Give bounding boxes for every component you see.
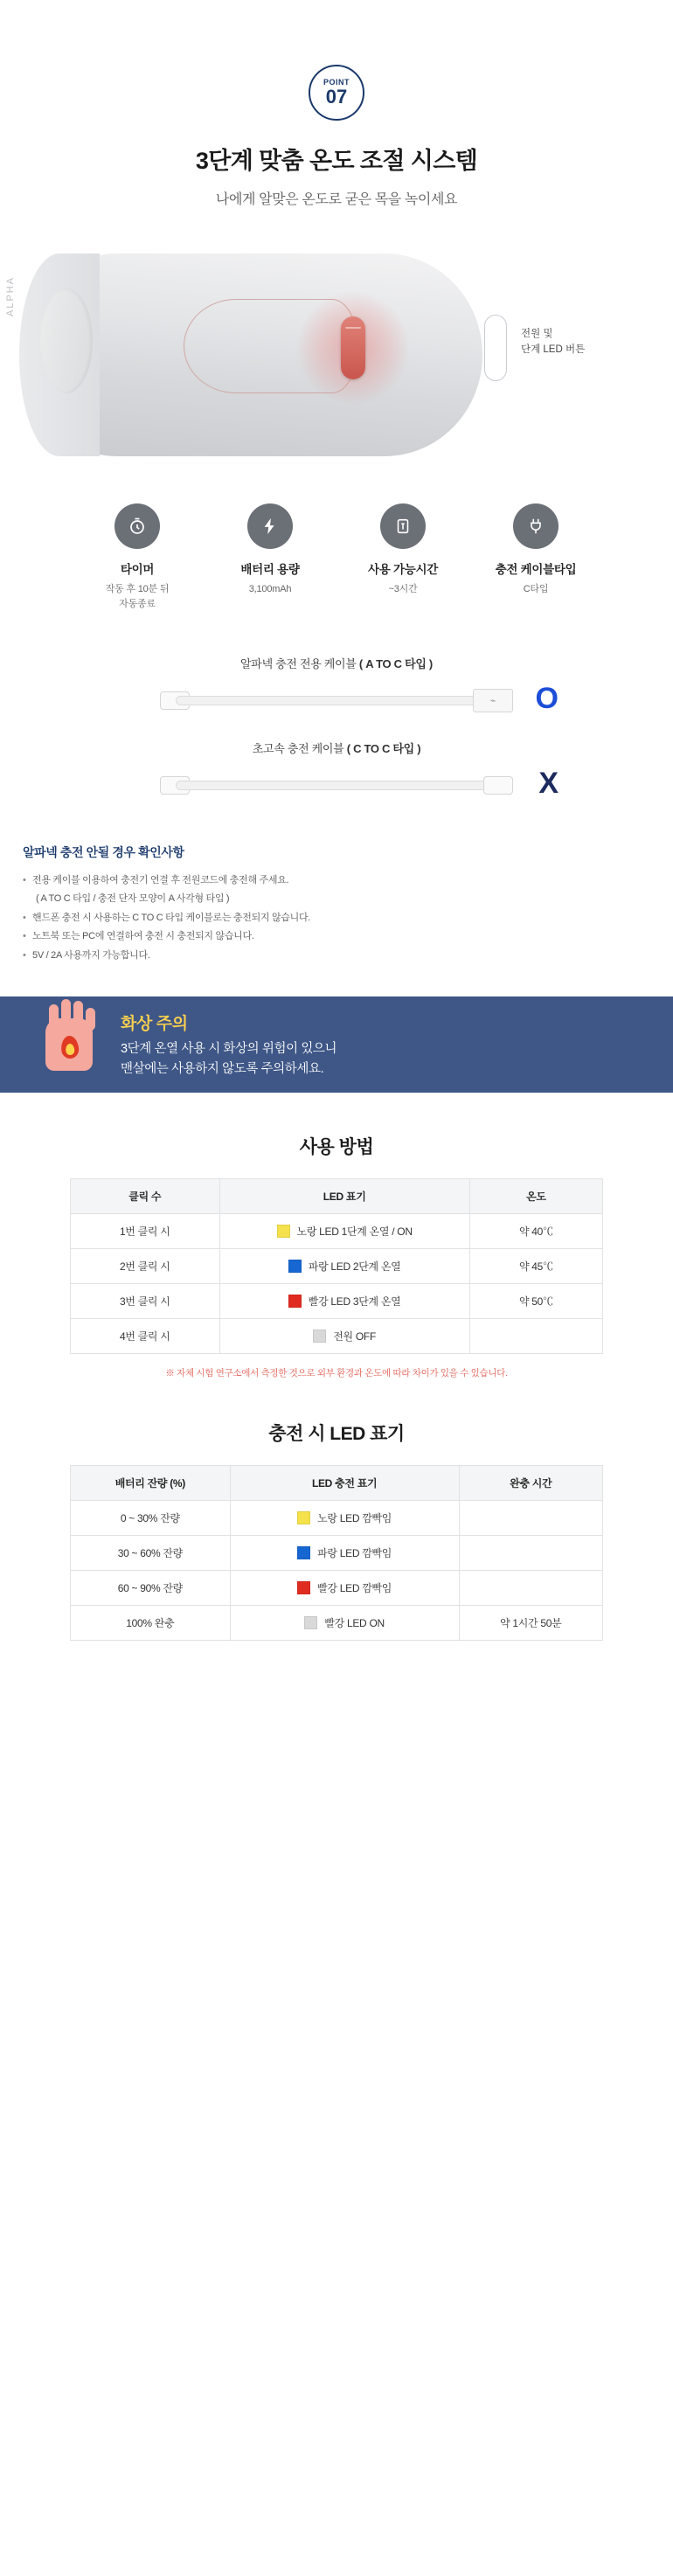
led-color-chip bbox=[288, 1260, 302, 1273]
spec-item-battery bbox=[222, 503, 318, 611]
table-row bbox=[71, 1606, 603, 1641]
usage-led bbox=[219, 1284, 469, 1319]
usage-footnote: ※ 자체 시험 연구소에서 측정한 것으로 외부 환경과 온도에 따라 차이가 있을 수 있습니다. bbox=[165, 1368, 508, 1379]
cable-name: 초고속 충전 케이블 bbox=[252, 742, 344, 755]
charging-col-time: 완충 시간 bbox=[459, 1466, 602, 1501]
spec-title: 타이머 bbox=[120, 563, 155, 576]
point-number: 07 bbox=[325, 86, 348, 108]
warning-line-1: 3단계 온열 사용 시 화상의 위험이 있으니 bbox=[121, 1041, 337, 1056]
page-title: 3단계 맞춤 온도 조절 시스템 bbox=[195, 148, 478, 174]
notice-title: 알파넥 충전 안될 경우 확인사항 bbox=[23, 845, 184, 859]
charging-col-level: 배터리 잔량 (%) bbox=[71, 1466, 231, 1501]
notice-item bbox=[23, 871, 650, 909]
table-row bbox=[71, 1249, 603, 1284]
cable-label bbox=[0, 739, 673, 756]
charging-section-title: 충전 시 LED 표기 bbox=[268, 1424, 405, 1445]
charging-level: 100% 완충 bbox=[71, 1606, 231, 1641]
callout-text bbox=[521, 327, 585, 358]
charging-led bbox=[230, 1606, 459, 1641]
usage-click: 2번 클릭 시 bbox=[71, 1249, 220, 1284]
cable-connector-usb-a: ⌁ bbox=[473, 689, 513, 712]
spec-title: 배터리 용량 bbox=[240, 563, 300, 576]
cable-label bbox=[0, 655, 673, 671]
charging-level: 0 ~ 30% 잔량 bbox=[71, 1501, 231, 1536]
table-row bbox=[71, 1214, 603, 1249]
mark-x-icon: X bbox=[538, 767, 559, 800]
spec-item-timer bbox=[89, 503, 185, 611]
timer-icon bbox=[114, 503, 160, 549]
notice-item: • 노트북 또는 PC에 연결하여 충전 시 충전되지 않습니다. bbox=[23, 927, 650, 946]
usage-click: 3번 클릭 시 bbox=[71, 1284, 220, 1319]
charging-time: 약 1시간 50분 bbox=[459, 1606, 602, 1641]
notice-list bbox=[23, 871, 650, 965]
cable-type: ( A TO C 타입 ) bbox=[358, 657, 433, 670]
warning-body bbox=[121, 1039, 336, 1080]
charging-led bbox=[230, 1501, 459, 1536]
charging-col-led: LED 충전 표기 bbox=[230, 1466, 459, 1501]
notice-item: • 5V / 2A 사용까지 가능합니다. bbox=[23, 947, 650, 965]
power-button bbox=[341, 316, 365, 379]
warning-text bbox=[121, 1010, 336, 1080]
point-badge bbox=[309, 65, 364, 121]
usage-led-text: 노랑 LED 1단계 온열 / ON bbox=[296, 1226, 413, 1239]
warning-title: 화상 주의 bbox=[121, 1014, 188, 1033]
table-header-row bbox=[71, 1179, 603, 1214]
notice-item-text: 전용 케이블 이용하여 충전기 연결 후 전원코드에 충전해 주세요. bbox=[32, 875, 289, 885]
usage-click: 4번 클릭 시 bbox=[71, 1319, 220, 1354]
charging-time bbox=[459, 1536, 602, 1571]
plug-icon bbox=[513, 503, 559, 549]
usage-col-click: 클릭 수 bbox=[71, 1179, 220, 1214]
spec-title: 사용 가능시간 bbox=[368, 563, 438, 576]
callout-line-2: 단계 LED 버튼 bbox=[521, 344, 586, 355]
table-header-row bbox=[71, 1466, 603, 1501]
callout-pill-icon bbox=[484, 315, 507, 381]
spec-item-cable-type bbox=[488, 503, 584, 611]
led-color-chip bbox=[297, 1581, 310, 1594]
usage-led-text: 전원 OFF bbox=[333, 1330, 376, 1344]
cable-item-c-to-c bbox=[0, 739, 673, 803]
usage-time-icon bbox=[380, 503, 426, 549]
usage-col-temp: 온도 bbox=[469, 1179, 602, 1214]
charging-led-text: 빨강 LED 깜빡임 bbox=[317, 1582, 392, 1595]
spec-desc: 3,100mAh bbox=[248, 584, 292, 594]
usage-led bbox=[219, 1319, 469, 1354]
led-color-chip bbox=[297, 1546, 310, 1559]
usage-table bbox=[70, 1178, 603, 1354]
usage-led bbox=[219, 1214, 469, 1249]
led-color-chip bbox=[313, 1330, 326, 1343]
cable-wire bbox=[176, 696, 501, 705]
cable-art bbox=[144, 682, 559, 719]
led-color-chip bbox=[288, 1295, 302, 1308]
usage-click: 1번 클릭 시 bbox=[71, 1214, 220, 1249]
led-color-chip bbox=[297, 1511, 310, 1524]
usage-led bbox=[219, 1249, 469, 1284]
brand-logo-text: ALPHA bbox=[5, 275, 16, 316]
led-color-chip bbox=[277, 1225, 290, 1238]
table-row bbox=[71, 1284, 603, 1319]
cable-art bbox=[144, 767, 559, 803]
charging-time bbox=[459, 1501, 602, 1536]
table-row bbox=[71, 1571, 603, 1606]
cable-item-a-to-c bbox=[0, 655, 673, 719]
callout-line-1: 전원 및 bbox=[521, 329, 553, 339]
table-row bbox=[71, 1536, 603, 1571]
spec-list bbox=[0, 503, 673, 611]
usage-led-text: 빨강 LED 3단계 온열 bbox=[308, 1295, 401, 1309]
usage-temp bbox=[469, 1319, 602, 1354]
battery-icon bbox=[247, 503, 293, 549]
mark-o-icon: O bbox=[535, 682, 559, 715]
charging-time bbox=[459, 1571, 602, 1606]
charging-led-text: 빨강 LED ON bbox=[324, 1617, 385, 1630]
usage-col-led: LED 표기 bbox=[219, 1179, 469, 1214]
device-cap bbox=[40, 288, 93, 393]
charging-led bbox=[230, 1571, 459, 1606]
charging-led-text: 노랑 LED 깜빡임 bbox=[317, 1512, 392, 1525]
notice-section bbox=[23, 844, 650, 965]
spec-desc: ~3시간 bbox=[388, 584, 418, 594]
charging-table bbox=[70, 1465, 603, 1641]
charging-led-text: 파랑 LED 깜빡임 bbox=[317, 1547, 392, 1560]
cable-name: 알파넥 충전 전용 케이블 bbox=[240, 657, 357, 670]
spec-item-usage-time bbox=[355, 503, 451, 611]
spec-desc: C타입 bbox=[523, 584, 549, 594]
warning-line-2: 맨살에는 사용하지 않도록 주의하세요. bbox=[121, 1061, 324, 1076]
usage-temp: 약 50℃ bbox=[469, 1284, 602, 1319]
table-row bbox=[71, 1319, 603, 1354]
usage-led-text: 파랑 LED 2단계 온열 bbox=[308, 1260, 401, 1274]
page-subtitle: 나에게 알맞은 온도로 굳은 목을 녹이세요 bbox=[215, 192, 458, 207]
usage-temp: 약 45℃ bbox=[469, 1249, 602, 1284]
notice-item-sub: ( A TO C 타입 / 충전 단자 모양이 A 사각형 타입 ) bbox=[36, 893, 230, 905]
led-color-chip bbox=[304, 1616, 317, 1629]
spec-title: 충전 케이블타입 bbox=[495, 563, 577, 576]
cable-type: ( C TO C 타입 ) bbox=[346, 742, 421, 755]
point-label: POINT bbox=[323, 78, 350, 87]
usage-temp: 약 40℃ bbox=[469, 1214, 602, 1249]
notice-item: • 핸드폰 충전 시 사용하는 C TO C 타입 케이블로는 충전되지 않습니다. bbox=[23, 909, 650, 927]
cable-section bbox=[0, 655, 673, 803]
charging-level: 30 ~ 60% 잔량 bbox=[71, 1536, 231, 1571]
burn-warning-icon bbox=[45, 1013, 100, 1076]
usage-section-title: 사용 방법 bbox=[299, 1137, 374, 1158]
table-row bbox=[71, 1501, 603, 1536]
charging-led bbox=[230, 1536, 459, 1571]
cable-wire bbox=[176, 781, 501, 790]
warning-banner bbox=[0, 996, 673, 1093]
spec-desc: 작동 후 10분 뒤 자동종료 bbox=[105, 584, 170, 609]
hero-image bbox=[0, 238, 673, 474]
cable-connector-c-right bbox=[483, 776, 513, 795]
charging-level: 60 ~ 90% 잔량 bbox=[71, 1571, 231, 1606]
